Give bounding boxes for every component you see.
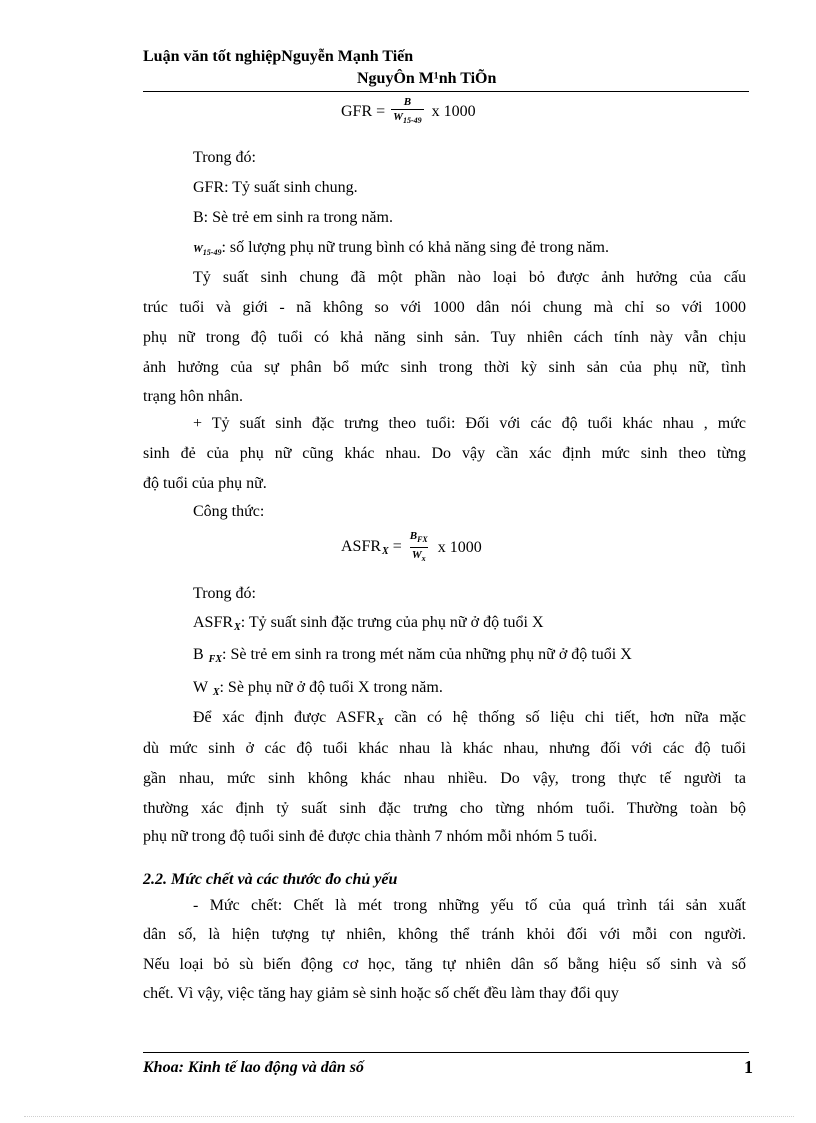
page-number: 1	[744, 1057, 753, 1077]
w-symbol-subscript: 15-49	[202, 248, 222, 258]
wx-def-text: : Sè phụ nữ ở độ tuổi X trong năm.	[219, 679, 443, 696]
asfr-lhs-subscript: X	[382, 546, 389, 558]
asfr-def-text: : Tỷ suất sinh đặc trưng của phụ nữ ở độ tuổi X	[240, 614, 544, 631]
para2-line-3: phụ nữ trong độ tuổi có khả năng sinh sản. Tuy nhiên cách tính này vẫn chịu	[143, 329, 746, 346]
asfr-equals: =	[392, 538, 402, 556]
asfr-den-subscript: x	[421, 554, 426, 564]
para5-line-2: dù mức sinh ở các độ tuổi khác nhau là khác nhau, nhưng đối với các độ tuổi	[143, 740, 746, 757]
header-author-legacy-font: NguyÔn M¹nh TiÕn	[357, 70, 497, 87]
gfr-fraction	[391, 95, 423, 128]
footer-faculty: Khoa: Kinh tế lao động và dân số	[143, 1059, 364, 1076]
header-title: Luận văn tốt nghiệpNguyễn Mạnh Tiến	[143, 48, 414, 65]
para5-line-1-rest: cần có hệ thống số liệu chi tiết, hơn nữa mặc	[383, 709, 747, 726]
asfr-num-symbol: B	[409, 530, 418, 542]
footer-rule	[143, 1052, 749, 1053]
asfr-denominator	[410, 547, 428, 566]
para5-asfr-subscript: X	[377, 717, 384, 728]
para6-line-4: chết. Vì vậy, việc tăng hay giảm sè sinh hoặc số chết đều làm thay đổi quy	[143, 985, 619, 1002]
gfr-den-symbol: W	[393, 111, 403, 123]
asfr-fraction	[408, 529, 430, 566]
gfr-den-subscript: 15-49	[402, 116, 422, 126]
para3-line-3: độ tuổi của phụ nữ.	[143, 475, 267, 492]
gfr-def-b: B: Sè trẻ em sinh ra trong năm.	[193, 209, 393, 226]
gfr-def-gfr: GFR: Tỷ suất sinh chung.	[193, 179, 358, 196]
para5-line-5: phụ nữ trong độ tuổi sinh đẻ được chia thành 7 nhóm mỗi nhóm 5 tuổi.	[143, 828, 598, 845]
asfr-where-label: Trong đó:	[193, 585, 256, 602]
para3-line-1: + Tỷ suất sinh đặc trưng theo tuổi: Đối với các độ tuổi khác nhau , mức	[193, 415, 746, 432]
para5-line-4: thường xác định tỷ suất sinh đặc trưng cho từng nhóm tuổi. Thường toàn bộ	[143, 800, 746, 817]
gfr-def-w	[193, 238, 609, 263]
asfr-multiplier: x 1000	[437, 538, 482, 556]
asfr-def-asfr	[193, 613, 544, 638]
asfr-def-w	[193, 678, 443, 703]
para5-line-1	[193, 708, 746, 733]
w-definition-text: : số lượng phụ nữ trung bình có khả năng sing đẻ trong năm.	[221, 239, 609, 256]
para2-line-1: Tỷ suất sinh chung đã một phần nào loại bỏ được ảnh hưởng của cấu	[193, 269, 746, 286]
bfx-def-text: : Sè trẻ em sinh ra trong mét năm của những phụ nữ ở độ tuổi X	[222, 646, 632, 663]
asfr-numerator	[408, 529, 430, 547]
para2-line-4: ảnh hưởng của sự phân bổ mức sinh trong thời kỳ sinh sản của phụ nữ, tình	[143, 359, 746, 376]
asfr-formula	[341, 529, 482, 566]
gfr-multiplier: x 1000	[431, 102, 476, 120]
page-bottom-dotted-border	[24, 1116, 794, 1117]
para5-line-3: gần nhau, mức sinh không khác nhau nhiều. Do vậy, trong thực tế người ta	[143, 770, 746, 787]
gfr-denominator	[391, 109, 423, 128]
bfx-def-symbol: B	[193, 646, 204, 663]
asfr-lhs-text: ASFR	[341, 538, 382, 556]
asfr-den-symbol: W	[411, 549, 422, 562]
gfr-numerator: B	[403, 96, 412, 108]
para6-line-1: - Mức chết: Chết là mét trong những yếu tố của quá trình tái sản xuất	[193, 897, 746, 914]
asfr-def-subscript: X	[234, 622, 241, 633]
gfr-formula	[341, 95, 476, 128]
asfr-num-subscript: FX	[417, 535, 428, 545]
bfx-def-subscript: FX	[208, 654, 223, 665]
asfr-def-symbol: ASFR	[193, 614, 234, 631]
header-rule	[143, 91, 749, 92]
para2-line-5: trạng hôn nhân.	[143, 388, 243, 405]
asfr-lhs	[341, 538, 402, 557]
section-heading: 2.2. Mức chết và các thước đo chủ yếu	[143, 871, 398, 888]
para6-line-2: dân số, là hiện tượng tự nhiên, không thể tránh khỏi đối với mỗi con người.	[143, 926, 746, 943]
para3-line-2: sinh đẻ của phụ nữ cũng khác nhau. Do vậy cần xác định mức sinh theo từng	[143, 445, 746, 462]
gfr-where-label: Trong đó:	[193, 149, 256, 166]
w-symbol-letter: W	[193, 243, 203, 255]
wx-def-subscript: X	[212, 687, 220, 698]
formula2-label: Công thức:	[193, 503, 265, 520]
para6-line-3: Nếu loại bỏ sù biến động cơ học, tăng tự nhiên dân số bằng hiệu số sinh và số	[143, 956, 746, 973]
asfr-def-b	[193, 645, 632, 670]
para2-line-2: trúc tuổi và giới - nã không so với 1000 dân nói chung mà chỉ so với 1000	[143, 299, 746, 316]
para5-asfr-text: Để xác định được ASFR	[193, 709, 377, 726]
w-symbol	[193, 243, 222, 258]
wx-def-symbol: W	[193, 679, 208, 696]
gfr-lhs: GFR =	[341, 102, 386, 120]
